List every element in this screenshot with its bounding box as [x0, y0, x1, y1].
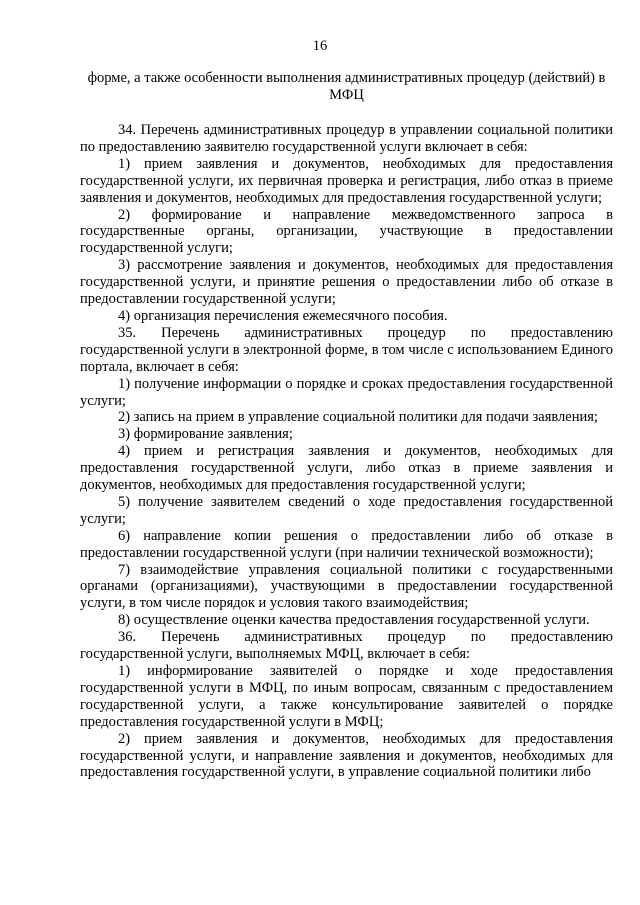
list-item: 3) рассмотрение заявления и документов, необходимых для предоставления государственной услуги, и принятие решения о предоставлении либо об отказе в предоставлении государственной услуги; — [80, 257, 613, 308]
list-item: 2) запись на прием в управление социальной политики для подачи заявления; — [118, 409, 598, 426]
list-item: 7) взаимодействие управления социальной политики с государственными органами (организациями), участвующими в предоставлении государственной услуги, в том числе порядок и условия такого взаимодействия; — [80, 561, 613, 612]
list-item: 6) направление копии решения о предоставлении либо об отказе в предоставлении государственной услуги (при наличии технической возможности); — [80, 527, 613, 561]
list-item: 5) получение заявителем сведений о ходе предоставления государственной услуги; — [80, 493, 613, 527]
page-number: 16 — [312, 38, 328, 54]
list-item: 1) информирование заявителей о порядке и ходе предоставления государственной услуги в МФЦ, по иным вопросам, связанным с предоставлением государственной услуги, а также консультирование заявителей о порядке предоставления государственной услуги в МФЦ; — [80, 663, 613, 730]
paragraph-item-34: 34. Перечень административных процедур в управлении социальной политики по предоставлению заявителю государственной услуги включает в себя: — [80, 122, 613, 155]
list-item: 2) формирование и направление межведомственного запроса в государственные органы, организации, участвующие в предоставлении государственной услуги; — [80, 206, 613, 257]
section-heading: форме, а также особенности выполнения административных процедур (действий) в МФЦ — [87, 70, 606, 104]
paragraph-item-35: 35. Перечень административных процедур по предоставлению государственной услуги в электронной форме, в том числе с использованием Единого портала, включает в себя: — [80, 324, 613, 375]
list-item: 4) организация перечисления ежемесячного пособия. — [118, 307, 448, 324]
list-item: 2) прием заявления и документов, необходимых для предоставления государственной услуги, и направление заявления и документов, необходимых для предоставления государственной услуги, в управление социальной политики либо — [80, 730, 613, 781]
list-item: 3) формирование заявления; — [118, 426, 293, 443]
list-item: 8) осуществление оценки качества предоставления государственной услуги. — [118, 612, 590, 629]
document-body — [80, 122, 613, 781]
list-item: 4) прием и регистрация заявления и документов, необходимых для предоставления государственной услуги, либо отказ в приеме заявления и документов, необходимых для предоставления государственной услуги; — [80, 443, 613, 494]
paragraph-item-36: 36. Перечень административных процедур по предоставлению государственной услуги, выполняемых МФЦ, включает в себя: — [80, 629, 613, 663]
list-item: 1) получение информации о порядке и сроках предоставления государственной услуги; — [80, 375, 613, 409]
list-item: 1) прием заявления и документов, необходимых для предоставления государственной услуги, их первичная проверка и регистрация, либо отказ в приеме заявления и документов, необходимых для предоставления государственной услуги; — [80, 155, 613, 206]
